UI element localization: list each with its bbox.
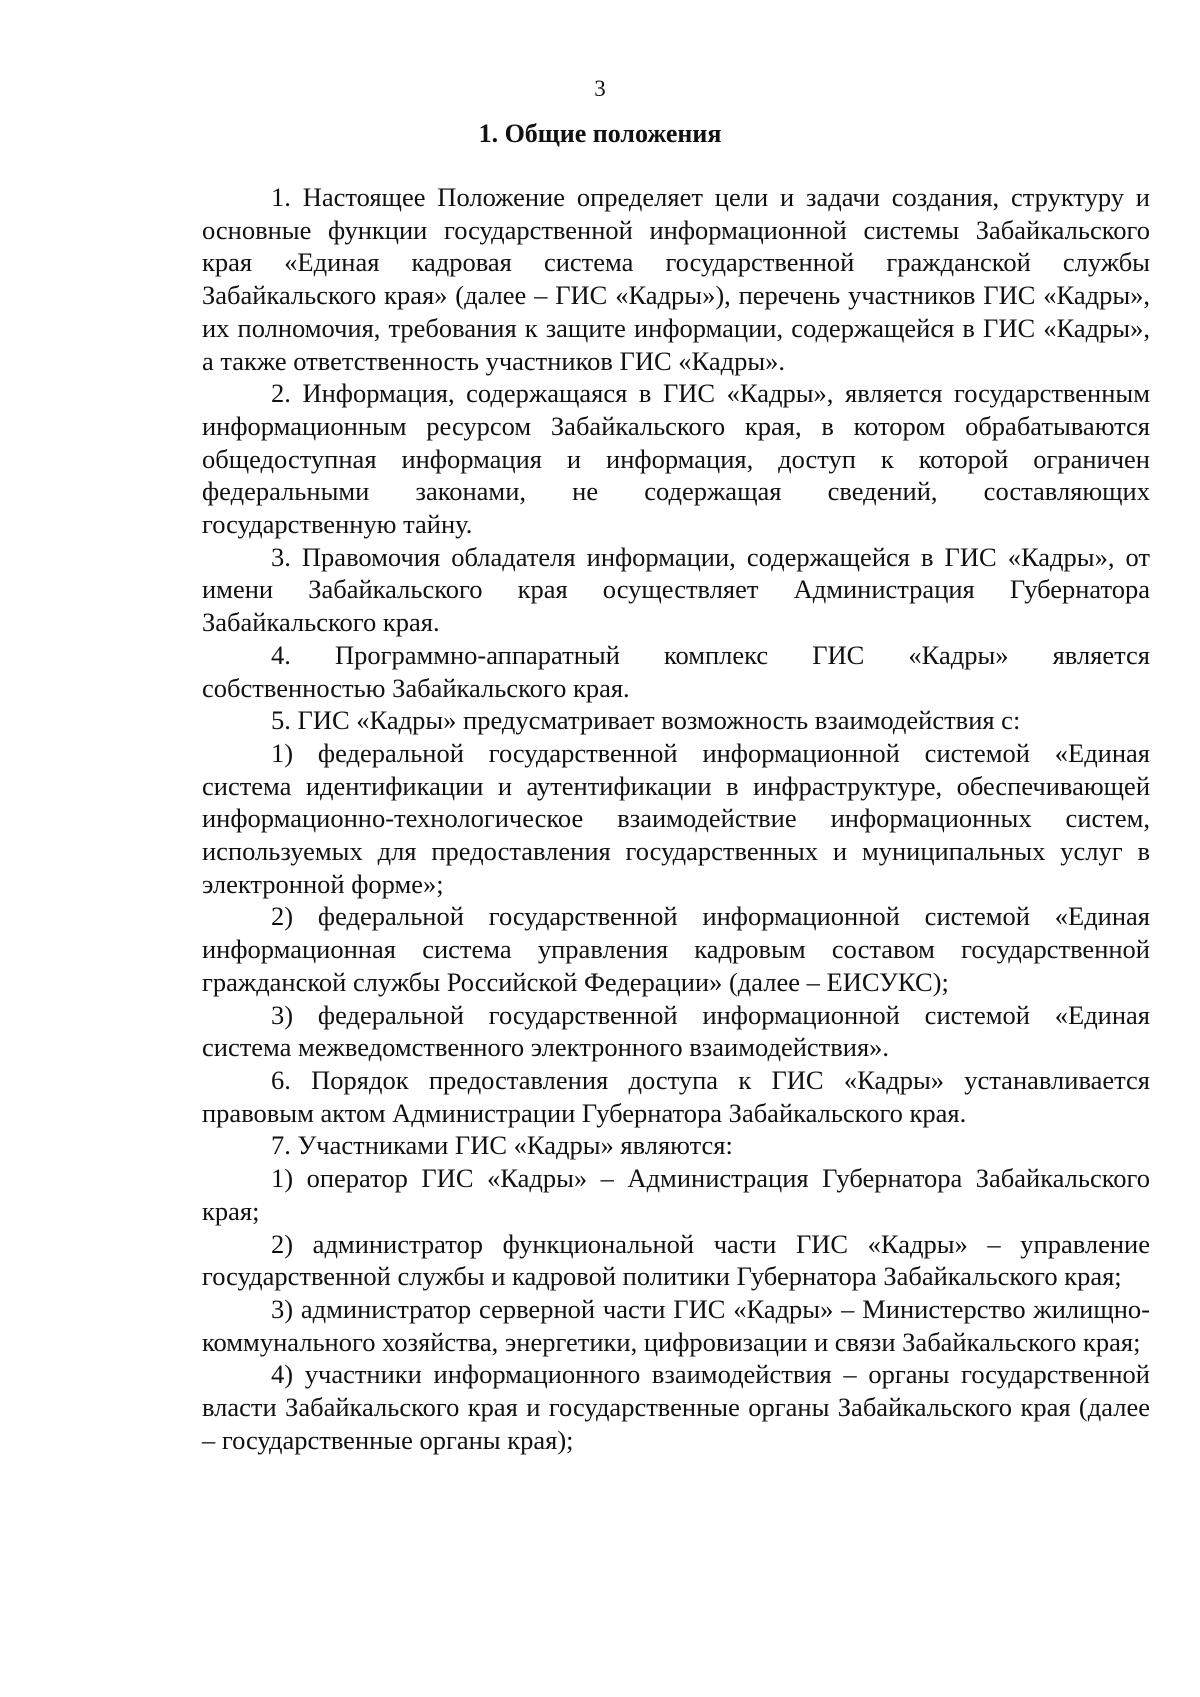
page-number: 3 — [594, 76, 606, 101]
paragraph-7-item-3: 3) администратор серверной части ГИС «Кадры» – Министерство жилищно-коммунального хозяйства, энергетики, цифровизации и связи Забайкальского края; — [202, 1293, 1150, 1357]
paragraph-2: 2. Информация, содержащаяся в ГИС «Кадры», является государственным информационным ресурсом Забайкальского края, в котором обрабатываются общедоступная информация и информация, доступ к которой ограничен федеральными законами, не содержащая сведений, составляющих государственную тайну. — [202, 378, 1150, 540]
paragraph-5: 5. ГИС «Кадры» предусматривает возможность взаимодействия с: — [271, 705, 1021, 736]
paragraph-7-item-1: 1) оператор ГИС «Кадры» – Администрация Губернатора Забайкальского края; — [202, 1163, 1150, 1226]
paragraph-4: 4. Программно-аппаратный комплекс ГИС «Кадры» является собственностью Забайкальского края. — [202, 639, 1150, 703]
paragraph-5-item-2: 2) федеральной государственной информационной системой «Единая информационная система управления кадровым составом государственной гражданской службы Российской Федерации» (далее – ЕИСУКС); — [202, 901, 1150, 997]
paragraph-7-item-4: 4) участники информационного взаимодействия – органы государственной власти Забайкальского края и государственные органы Забайкальского края (далее – государственные органы края); — [202, 1359, 1150, 1455]
paragraph-3: 3. Правомочия обладателя информации, содержащейся в ГИС «Кадры», от имени Забайкальского края осуществляет Администрация Губернатора Забайкальского края. — [202, 541, 1150, 638]
paragraph-6: 6. Порядок предоставления доступа к ГИС «Кадры» устанавливается правовым актом Администрации Губернатора Забайкальского края. — [202, 1064, 1150, 1128]
paragraph-7: 7. Участниками ГИС «Кадры» являются: — [271, 1130, 733, 1161]
paragraph-5-item-1: 1) федеральной государственной информационной системой «Единая система идентификации и аутентификации в инфраструктуре, обеспечивающей информационно-технологическое взаимодействие информационных систем, используемых для предоставления государственных и муниципальных услуг в электронной форме»; — [202, 737, 1150, 899]
paragraph-5-item-3: 3) федеральной государственной информационной системой «Единая система межведомственного электронного взаимодействия». — [202, 999, 1150, 1063]
section-title: 1. Общие положения — [478, 119, 722, 148]
document-body — [202, 181, 1150, 1456]
paragraph-7-item-2: 2) администратор функциональной части ГИС «Кадры» – управление государственной службы и кадровой политики Губернатора Забайкальского края; — [202, 1228, 1150, 1292]
paragraph-1: 1. Настоящее Положение определяет цели и задачи создания, структуру и основные функции государственной информационной системы Забайкальского края «Единая кадровая система государственной гражданской службы Забайкальского края» (далее – ГИС «Кадры»), перечень участников ГИС «Кадры», их полномочия, требования к защите информации, содержащейся в ГИС «Кадры», а также ответственность участников ГИС «Кадры». — [202, 182, 1150, 376]
